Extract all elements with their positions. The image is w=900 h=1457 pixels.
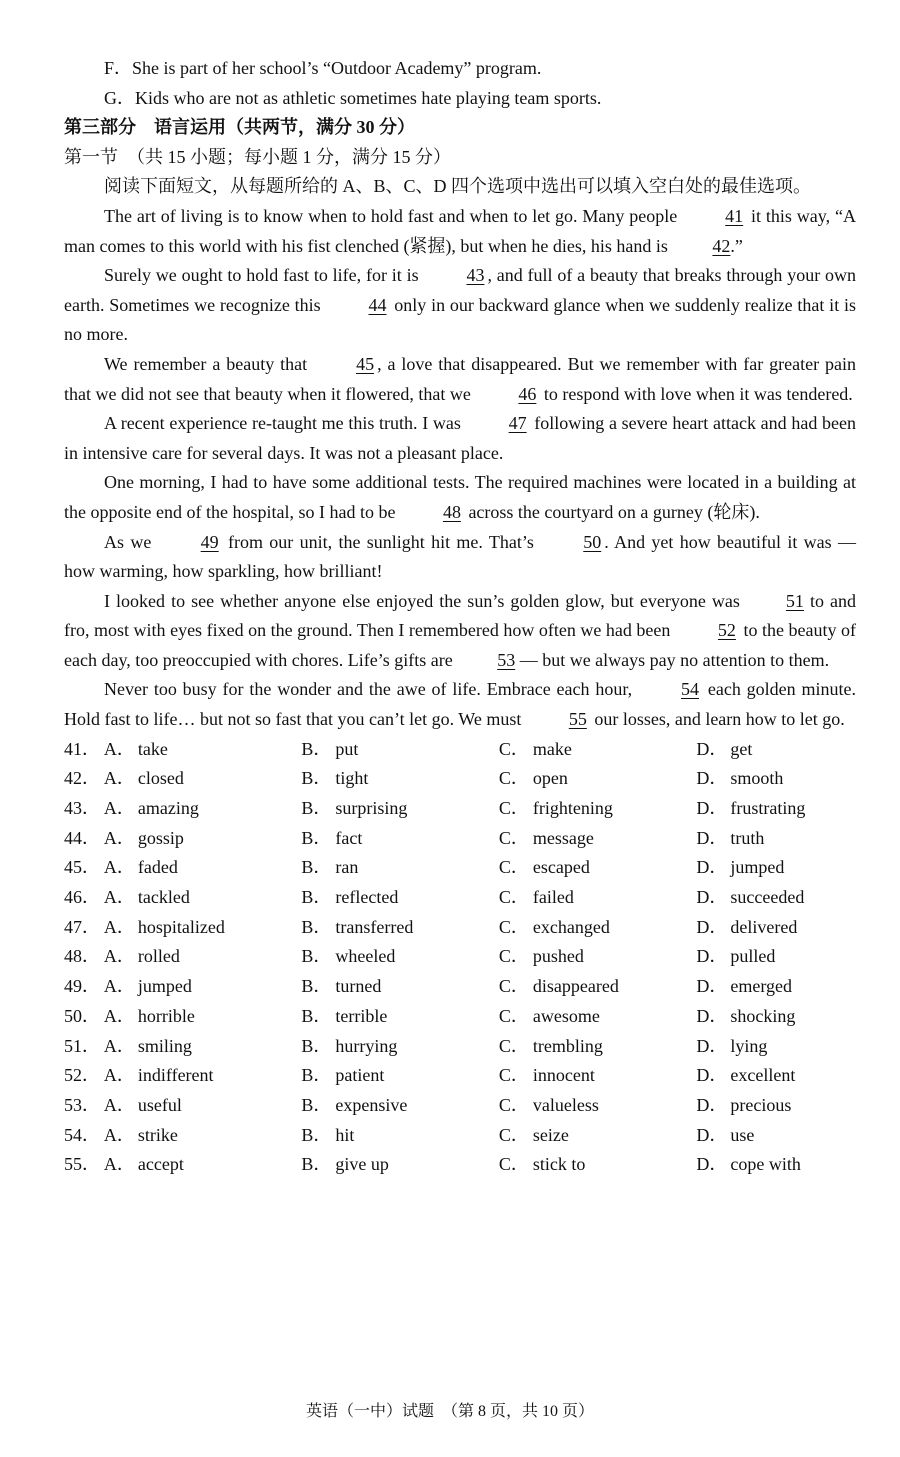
- option-text: jumped: [730, 857, 785, 878]
- option-text: tight: [335, 768, 369, 789]
- passage-text: only in our backward glance when we suddenly realize that it is no more.: [64, 294, 857, 345]
- option-a: [104, 735, 302, 765]
- blank-50: 50: [583, 531, 602, 552]
- question-options-list: [64, 735, 856, 1180]
- blank-51: 51: [785, 590, 804, 611]
- option-text: failed: [532, 887, 574, 908]
- option-a: [104, 1091, 302, 1121]
- option-letter: C．: [498, 1065, 529, 1086]
- option-letter: B．: [301, 768, 332, 789]
- passage-paragraph-3: [64, 350, 856, 409]
- question-number: 42．: [64, 768, 100, 789]
- passage-paragraph-1: [64, 202, 856, 261]
- option-b: [301, 942, 499, 972]
- option-d: [696, 1061, 856, 1091]
- option-c: [499, 913, 697, 943]
- option-b: [301, 764, 499, 794]
- option-c: [499, 853, 697, 883]
- option-b: [301, 1091, 499, 1121]
- option-d: [696, 1150, 856, 1180]
- option-text: stick to: [532, 1154, 586, 1175]
- option-letter: A．: [103, 1035, 135, 1056]
- option-text: ran: [335, 857, 359, 878]
- blank-45: 45: [356, 353, 375, 374]
- passage-paragraph-2: [64, 261, 856, 350]
- option-d: [696, 1091, 856, 1121]
- blank-42: 42: [712, 235, 731, 256]
- option-letter: D．: [696, 857, 728, 878]
- blank-55: 55: [568, 709, 587, 730]
- page-content: [64, 54, 856, 1180]
- question-number: 50．: [64, 1005, 100, 1026]
- option-text: smooth: [730, 768, 784, 789]
- option-letter: B．: [301, 1094, 332, 1115]
- option-letter: A．: [103, 738, 135, 759]
- question-number: 53．: [64, 1094, 100, 1115]
- passage-text: to respond with love when it was tendered.: [539, 383, 853, 404]
- option-text: make: [532, 738, 572, 759]
- option-text: smiling: [137, 1035, 192, 1056]
- option-letter: A．: [103, 857, 135, 878]
- option-letter: D．: [696, 1065, 728, 1086]
- option-d: [696, 942, 856, 972]
- passage-text: from our unit, the sunlight hit me. That’s: [221, 531, 541, 552]
- question-number: 43．: [64, 798, 100, 819]
- option-text: frightening: [532, 798, 613, 819]
- passage-text: . And yet how beautiful it was — how warming, how sparkling, how brilliant!: [64, 531, 857, 582]
- section-subheading: 第一节 （共 15 小题；每小题 1 分，满分 15 分）: [64, 146, 451, 167]
- option-text: hit: [335, 1124, 355, 1145]
- option-letter: D．: [696, 1005, 728, 1026]
- option-c: [499, 794, 697, 824]
- question-row: [64, 1061, 856, 1091]
- option-f: F．She is part of her school’s “Outdoor Academy” program.: [104, 58, 542, 78]
- option-letter: D．: [696, 738, 728, 759]
- option-c: [499, 942, 697, 972]
- option-d: [696, 913, 856, 943]
- option-letter: B．: [301, 1035, 332, 1056]
- option-letter: B．: [301, 946, 332, 967]
- question-row: [64, 735, 856, 765]
- option-text: jumped: [137, 976, 192, 997]
- passage-text: As we: [104, 531, 158, 552]
- question-row: [64, 1150, 856, 1180]
- passage-paragraph-5: [64, 468, 856, 527]
- option-b: [301, 853, 499, 883]
- option-letter: C．: [498, 946, 529, 967]
- option-text: open: [532, 768, 568, 789]
- option-letter: A．: [103, 916, 135, 937]
- option-text: hurrying: [335, 1035, 398, 1056]
- option-c: [499, 735, 697, 765]
- option-text: rolled: [137, 946, 180, 967]
- option-letter: A．: [103, 1005, 135, 1026]
- option-text: shocking: [730, 1005, 796, 1026]
- passage-paragraph-7: [64, 587, 856, 676]
- section-instruction: 阅读下面短文，从每题所给的 A、B、C、D 四个选项中选出可以填入空白处的最佳选项。: [104, 176, 812, 197]
- option-b: [301, 1002, 499, 1032]
- question-row: [64, 913, 856, 943]
- question-number: 44．: [64, 827, 100, 848]
- option-text: message: [532, 827, 594, 848]
- option-letter: C．: [498, 1005, 529, 1026]
- option-text: closed: [137, 768, 184, 789]
- option-text: lying: [730, 1035, 768, 1056]
- question-row: [64, 1032, 856, 1062]
- option-text: put: [335, 738, 359, 759]
- option-letter: A．: [103, 946, 135, 967]
- option-letter: B．: [301, 857, 332, 878]
- option-a: [104, 883, 302, 913]
- passage-text: , a love that disappeared. But we remember with far greater pain that we did not see that beauty when it flowered, that we: [64, 353, 856, 404]
- option-letter: C．: [498, 768, 529, 789]
- option-letter: C．: [498, 976, 529, 997]
- passage-paragraph-4: [64, 409, 856, 468]
- option-letter: B．: [301, 1065, 332, 1086]
- passage-text: to and fro, most with eyes fixed on the ground. Then I remembered how often we had been: [64, 590, 856, 641]
- page-footer: 英语（一中）试题 （第 8 页，共 10 页）: [305, 1403, 594, 1420]
- option-letter: A．: [103, 887, 135, 908]
- option-letter: C．: [498, 1094, 529, 1115]
- option-text: give up: [335, 1154, 389, 1175]
- option-text: amazing: [137, 798, 199, 819]
- passage-text: each golden minute. Hold fast to life… but not so fast that you can’t let go. We must: [64, 679, 857, 730]
- option-c: [499, 1091, 697, 1121]
- option-letter: C．: [498, 827, 529, 848]
- option-text: cope with: [730, 1154, 801, 1175]
- passage-text: across the courtyard on a gurney (轮床).: [463, 501, 760, 522]
- option-text: truth: [730, 827, 765, 848]
- blank-41: 41: [725, 205, 744, 226]
- option-a: [104, 824, 302, 854]
- option-letter: D．: [696, 1094, 728, 1115]
- passage-text: Surely we ought to hold fast to life, for it is: [104, 265, 424, 286]
- option-letter: C．: [498, 798, 529, 819]
- option-letter: D．: [696, 1035, 728, 1056]
- option-c: [499, 1061, 697, 1091]
- option-letter: A．: [103, 976, 135, 997]
- option-letter: A．: [103, 827, 135, 848]
- option-letter: C．: [498, 887, 529, 908]
- option-a: [104, 913, 302, 943]
- option-letter: D．: [696, 976, 728, 997]
- option-d: [696, 1121, 856, 1151]
- option-text: hospitalized: [137, 916, 225, 937]
- question-row: [64, 794, 856, 824]
- option-text: strike: [137, 1124, 178, 1145]
- option-b: [301, 735, 499, 765]
- passage-text: — but we always pay no attention to them.: [515, 649, 830, 670]
- option-d: [696, 824, 856, 854]
- option-letter: D．: [696, 768, 728, 789]
- option-letter: D．: [696, 1154, 728, 1175]
- option-letter: A．: [103, 1154, 135, 1175]
- option-text: faded: [137, 857, 178, 878]
- option-text: turned: [335, 976, 382, 997]
- passage-text: I looked to see whether anyone else enjoyed the sun’s golden glow, but everyone was: [104, 590, 746, 611]
- option-text: horrible: [137, 1005, 195, 1026]
- question-number: 47．: [64, 916, 100, 937]
- option-a: [104, 972, 302, 1002]
- option-text: pushed: [532, 946, 584, 967]
- option-c: [499, 764, 697, 794]
- option-text: frustrating: [730, 798, 806, 819]
- question-number: 46．: [64, 887, 100, 908]
- option-a: [104, 942, 302, 972]
- blank-54: 54: [681, 679, 699, 700]
- option-letter: A．: [103, 1065, 135, 1086]
- option-g: G．Kids who are not as athletic sometimes hate playing team sports.: [104, 87, 602, 108]
- option-letter: C．: [498, 738, 529, 759]
- option-text: precious: [730, 1094, 792, 1115]
- question-row: [64, 824, 856, 854]
- question-number: 51．: [64, 1035, 100, 1056]
- option-a: [104, 764, 302, 794]
- option-text: exchanged: [532, 916, 610, 937]
- option-b: [301, 972, 499, 1002]
- option-letter: B．: [301, 887, 332, 908]
- question-number: 55．: [64, 1154, 100, 1175]
- blank-46: 46: [518, 383, 537, 404]
- passage-text: our losses, and learn how to let go.: [589, 709, 845, 730]
- question-row: [64, 853, 856, 883]
- option-b: [301, 913, 499, 943]
- passage-text: The art of living is to know when to hold fast and when to let go. Many people: [104, 205, 683, 226]
- question-row: [64, 764, 856, 794]
- passage-text: We remember a beauty that: [104, 353, 314, 374]
- option-a: [104, 1150, 302, 1180]
- passage-text: Never too busy for the wonder and the awe of life. Embrace each hour,: [104, 679, 638, 700]
- option-text: trembling: [532, 1035, 603, 1056]
- option-letter: A．: [103, 1094, 135, 1115]
- option-text: emerged: [730, 976, 793, 997]
- question-number: 45．: [64, 857, 100, 878]
- option-b: [301, 1032, 499, 1062]
- option-a: [104, 794, 302, 824]
- option-letter: A．: [103, 1124, 135, 1145]
- blank-52: 52: [717, 620, 736, 641]
- passage-text: One morning, I had to have some additional tests. The required machines were located in a building at the opposite end of the hospital, so I had to be: [64, 472, 856, 522]
- option-letter: A．: [103, 768, 135, 789]
- option-c: [499, 824, 697, 854]
- option-letter: D．: [696, 887, 728, 908]
- option-text: tackled: [137, 887, 190, 908]
- option-text: patient: [335, 1065, 385, 1086]
- option-text: pulled: [730, 946, 776, 967]
- question-row: [64, 883, 856, 913]
- blank-47: 47: [508, 413, 527, 434]
- option-text: reflected: [335, 887, 399, 908]
- option-letter: B．: [301, 798, 332, 819]
- option-c: [499, 1002, 697, 1032]
- passage-text: A recent experience re-taught me this truth. I was: [104, 413, 466, 434]
- option-c: [499, 883, 697, 913]
- option-text: use: [730, 1124, 755, 1145]
- option-c: [499, 1032, 697, 1062]
- passage-text: it this way, “A man comes to this world with his fist clenched (紧握), but when he dies, his hand is: [64, 205, 856, 256]
- option-a: [104, 1121, 302, 1151]
- option-d: [696, 853, 856, 883]
- blank-48: 48: [442, 501, 461, 522]
- blank-43: 43: [466, 265, 485, 286]
- option-text: expensive: [335, 1094, 408, 1115]
- option-text: disappeared: [532, 976, 619, 997]
- option-d: [696, 794, 856, 824]
- option-letter: D．: [696, 916, 728, 937]
- option-text: gossip: [137, 827, 184, 848]
- option-letter: C．: [498, 1035, 529, 1056]
- option-text: take: [137, 738, 168, 759]
- passage-text: , and full of a beauty that breaks through your own earth. Sometimes we recognize this: [64, 265, 856, 315]
- option-d: [696, 1032, 856, 1062]
- option-letter: C．: [498, 1124, 529, 1145]
- option-text: transferred: [335, 916, 414, 937]
- option-c: [499, 1121, 697, 1151]
- option-a: [104, 853, 302, 883]
- option-letter: C．: [498, 857, 529, 878]
- question-number: 52．: [64, 1065, 100, 1086]
- option-letter: B．: [301, 827, 332, 848]
- passage-text: following a severe heart attack and had been in intensive care for several days. It was not a pleasant place.: [64, 413, 857, 463]
- section-heading: 第三部分 语言运用（共两节，满分 30 分）: [64, 117, 415, 138]
- option-text: wheeled: [335, 946, 396, 967]
- question-row: [64, 972, 856, 1002]
- passage-text: to the beauty of each day, too preoccupied with chores. Life’s gifts are: [64, 620, 856, 670]
- option-letter: B．: [301, 1124, 332, 1145]
- option-text: escaped: [532, 857, 590, 878]
- option-letter: B．: [301, 1005, 332, 1026]
- option-a: [104, 1061, 302, 1091]
- option-text: succeeded: [730, 887, 805, 908]
- option-b: [301, 824, 499, 854]
- question-number: 41．: [64, 738, 100, 759]
- option-letter: A．: [103, 798, 135, 819]
- option-letter: B．: [301, 916, 332, 937]
- option-text: delivered: [730, 916, 798, 937]
- option-text: terrible: [335, 1005, 388, 1026]
- question-number: 54．: [64, 1124, 100, 1145]
- option-letter: D．: [696, 946, 728, 967]
- option-text: accept: [137, 1154, 184, 1175]
- option-b: [301, 794, 499, 824]
- question-number: 49．: [64, 976, 100, 997]
- option-a: [104, 1032, 302, 1062]
- option-b: [301, 1121, 499, 1151]
- blank-53: 53: [497, 649, 516, 670]
- option-b: [301, 883, 499, 913]
- option-letter: B．: [301, 1154, 332, 1175]
- option-letter: C．: [498, 916, 529, 937]
- option-letter: B．: [301, 738, 332, 759]
- option-d: [696, 1002, 856, 1032]
- option-text: indifferent: [137, 1065, 214, 1086]
- option-c: [499, 972, 697, 1002]
- passage-paragraph-8: [64, 675, 856, 734]
- question-row: [64, 942, 856, 972]
- option-text: awesome: [532, 1005, 600, 1026]
- option-d: [696, 764, 856, 794]
- option-b: [301, 1061, 499, 1091]
- question-row: [64, 1091, 856, 1121]
- option-d: [696, 972, 856, 1002]
- passage-text: .”: [730, 235, 743, 256]
- option-c: [499, 1150, 697, 1180]
- question-row: [64, 1002, 856, 1032]
- blank-49: 49: [200, 531, 219, 552]
- option-d: [696, 883, 856, 913]
- option-text: innocent: [532, 1065, 595, 1086]
- option-letter: D．: [696, 798, 728, 819]
- option-a: [104, 1002, 302, 1032]
- option-b: [301, 1150, 499, 1180]
- option-text: get: [730, 738, 753, 759]
- option-letter: D．: [696, 827, 728, 848]
- option-text: seize: [532, 1124, 569, 1145]
- option-text: fact: [335, 827, 363, 848]
- option-letter: D．: [696, 1124, 728, 1145]
- passage-paragraph-6: [64, 528, 856, 587]
- blank-44: 44: [368, 294, 387, 315]
- option-text: valueless: [532, 1094, 599, 1115]
- question-row: [64, 1121, 856, 1151]
- question-number: 48．: [64, 946, 100, 967]
- option-letter: B．: [301, 976, 332, 997]
- option-text: useful: [137, 1094, 182, 1115]
- option-text: surprising: [335, 798, 408, 819]
- option-d: [696, 735, 856, 765]
- option-text: excellent: [730, 1065, 796, 1086]
- option-letter: C．: [498, 1154, 529, 1175]
